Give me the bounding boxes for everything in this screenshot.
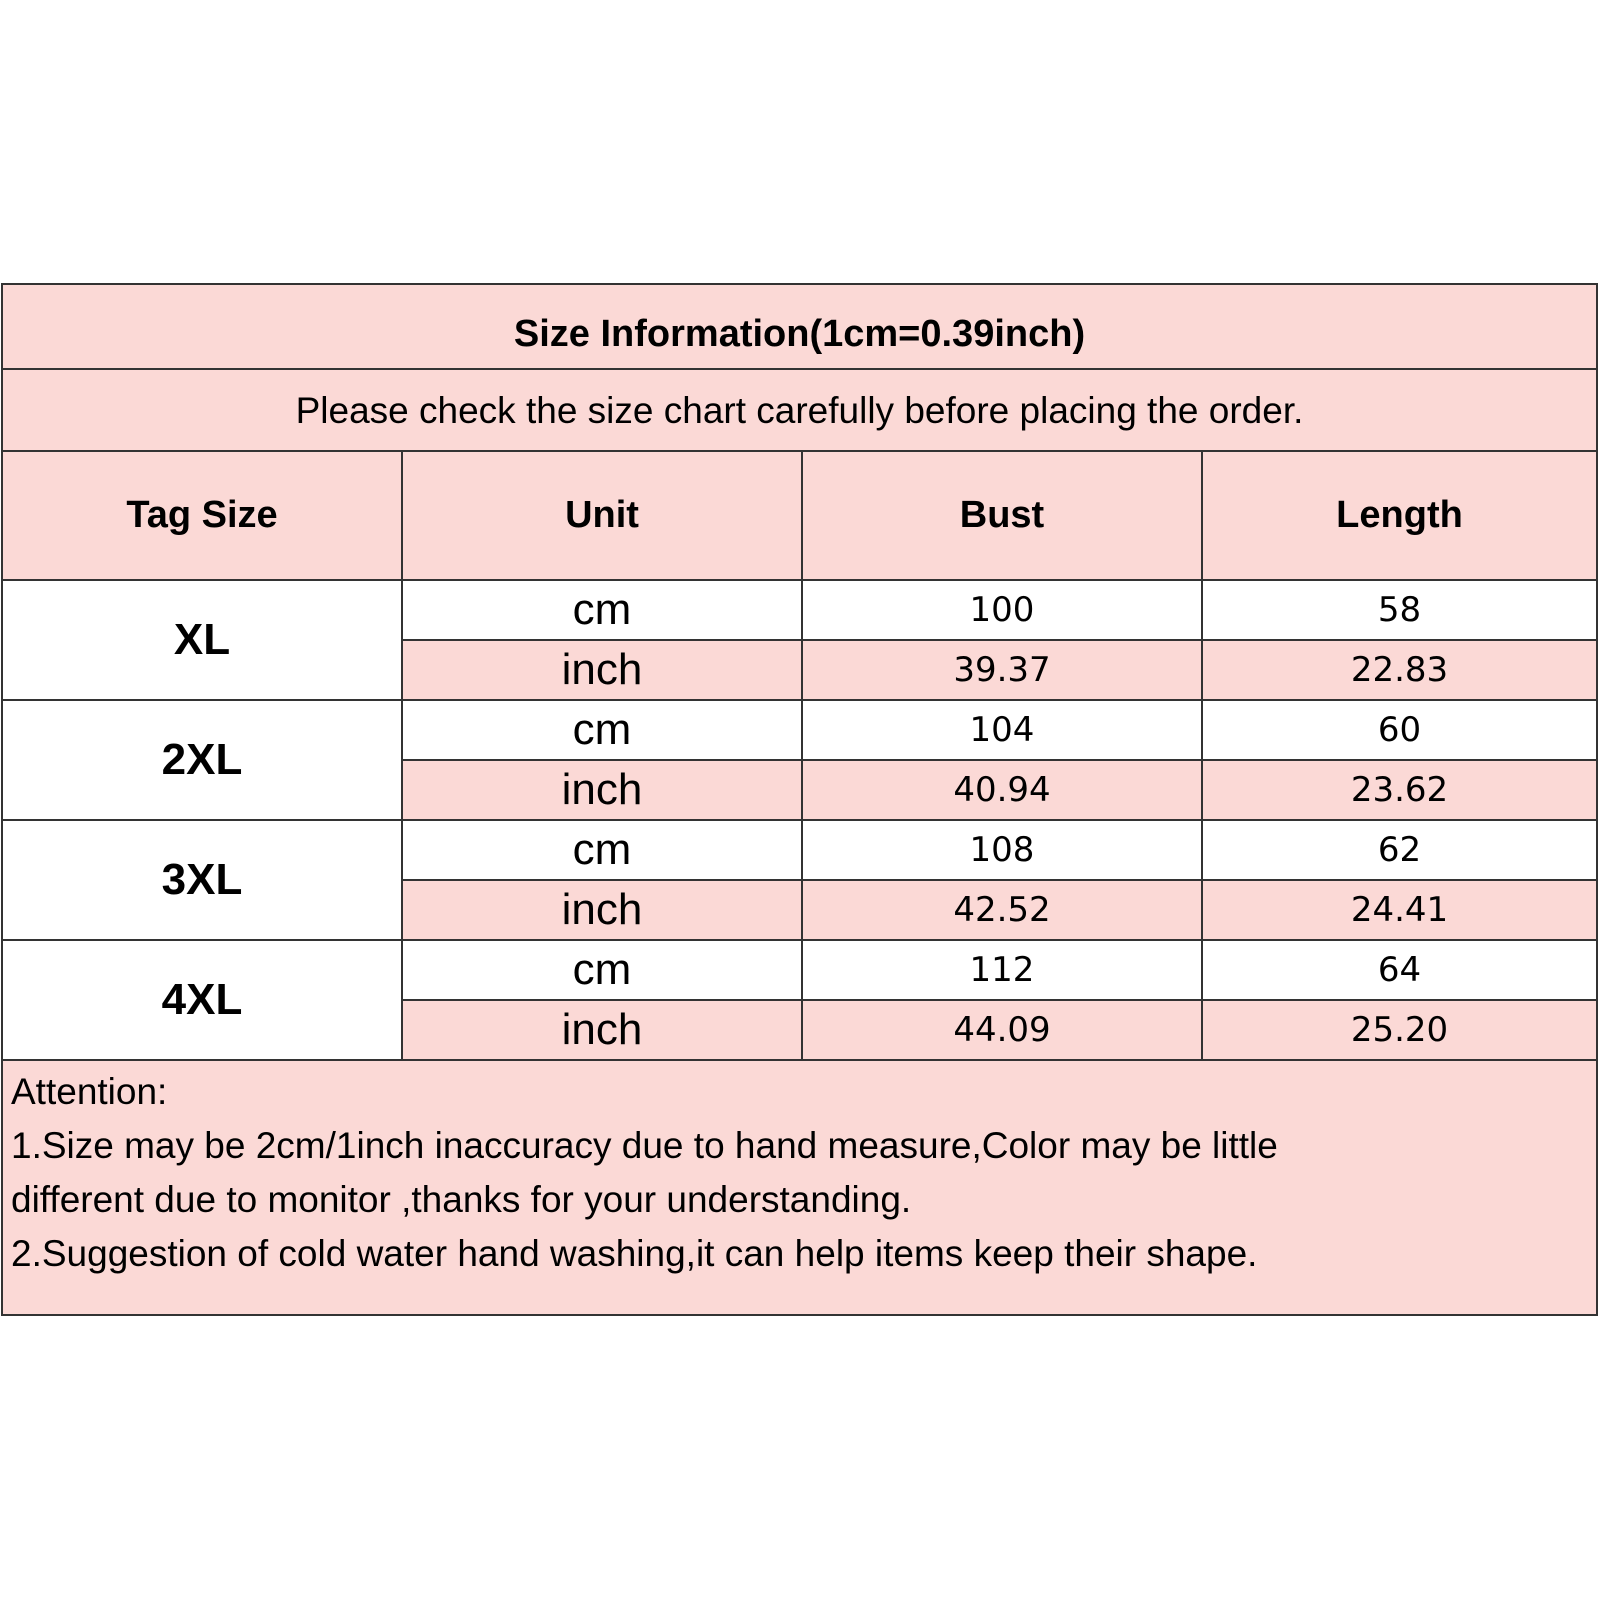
- unit-cell: inch: [402, 880, 802, 940]
- tag-size-cell: 4XL: [3, 940, 402, 1060]
- header-tag-size: Tag Size: [3, 452, 402, 580]
- unit-cell: inch: [402, 640, 802, 700]
- table-header-row: [3, 452, 1596, 580]
- attention-line: different due to monitor ,thanks for your understanding.: [11, 1179, 912, 1220]
- bust-cell: 108: [802, 820, 1202, 880]
- tag-size-cell: 2XL: [3, 700, 402, 820]
- length-cell: 64: [1202, 940, 1596, 1000]
- title-row: [3, 285, 1596, 370]
- attention-notes: [11, 1065, 1591, 1281]
- size-chart: [1, 283, 1598, 1316]
- length-cell: 62: [1202, 820, 1596, 880]
- bust-cell: 100: [802, 580, 1202, 640]
- length-cell: 60: [1202, 700, 1596, 760]
- chart-subtitle: Please check the size chart carefully before placing the order.: [295, 390, 1304, 431]
- bust-cell: 40.94: [802, 760, 1202, 820]
- length-cell: 24.41: [1202, 880, 1596, 940]
- bust-cell: 44.09: [802, 1000, 1202, 1060]
- table-row: [3, 700, 1596, 760]
- unit-cell: cm: [402, 700, 802, 760]
- unit-cell: inch: [402, 1000, 802, 1060]
- length-cell: 23.62: [1202, 760, 1596, 820]
- tag-size-cell: XL: [3, 580, 402, 700]
- header-length: Length: [1202, 452, 1596, 580]
- length-cell: 25.20: [1202, 1000, 1596, 1060]
- length-cell: 58: [1202, 580, 1596, 640]
- size-table: [3, 452, 1596, 1061]
- table-row: [3, 940, 1596, 1000]
- tag-size-cell: 3XL: [3, 820, 402, 940]
- bust-cell: 112: [802, 940, 1202, 1000]
- header-unit: Unit: [402, 452, 802, 580]
- chart-title: Size Information(1cm=0.39inch): [513, 313, 1086, 355]
- table-row: [3, 820, 1596, 880]
- attention-line: 2.Suggestion of cold water hand washing,it can help items keep their shape.: [11, 1233, 1258, 1274]
- bust-cell: 39.37: [802, 640, 1202, 700]
- attention-heading: Attention:: [11, 1071, 168, 1112]
- table-row: [3, 580, 1596, 640]
- subtitle-row: [3, 370, 1596, 452]
- attention-line: 1.Size may be 2cm/1inch inaccuracy due to hand measure,Color may be little: [11, 1125, 1278, 1166]
- bust-cell: 42.52: [802, 880, 1202, 940]
- header-bust: Bust: [802, 452, 1202, 580]
- unit-cell: cm: [402, 940, 802, 1000]
- unit-cell: cm: [402, 820, 802, 880]
- unit-cell: inch: [402, 760, 802, 820]
- length-cell: 22.83: [1202, 640, 1596, 700]
- unit-cell: cm: [402, 580, 802, 640]
- bust-cell: 104: [802, 700, 1202, 760]
